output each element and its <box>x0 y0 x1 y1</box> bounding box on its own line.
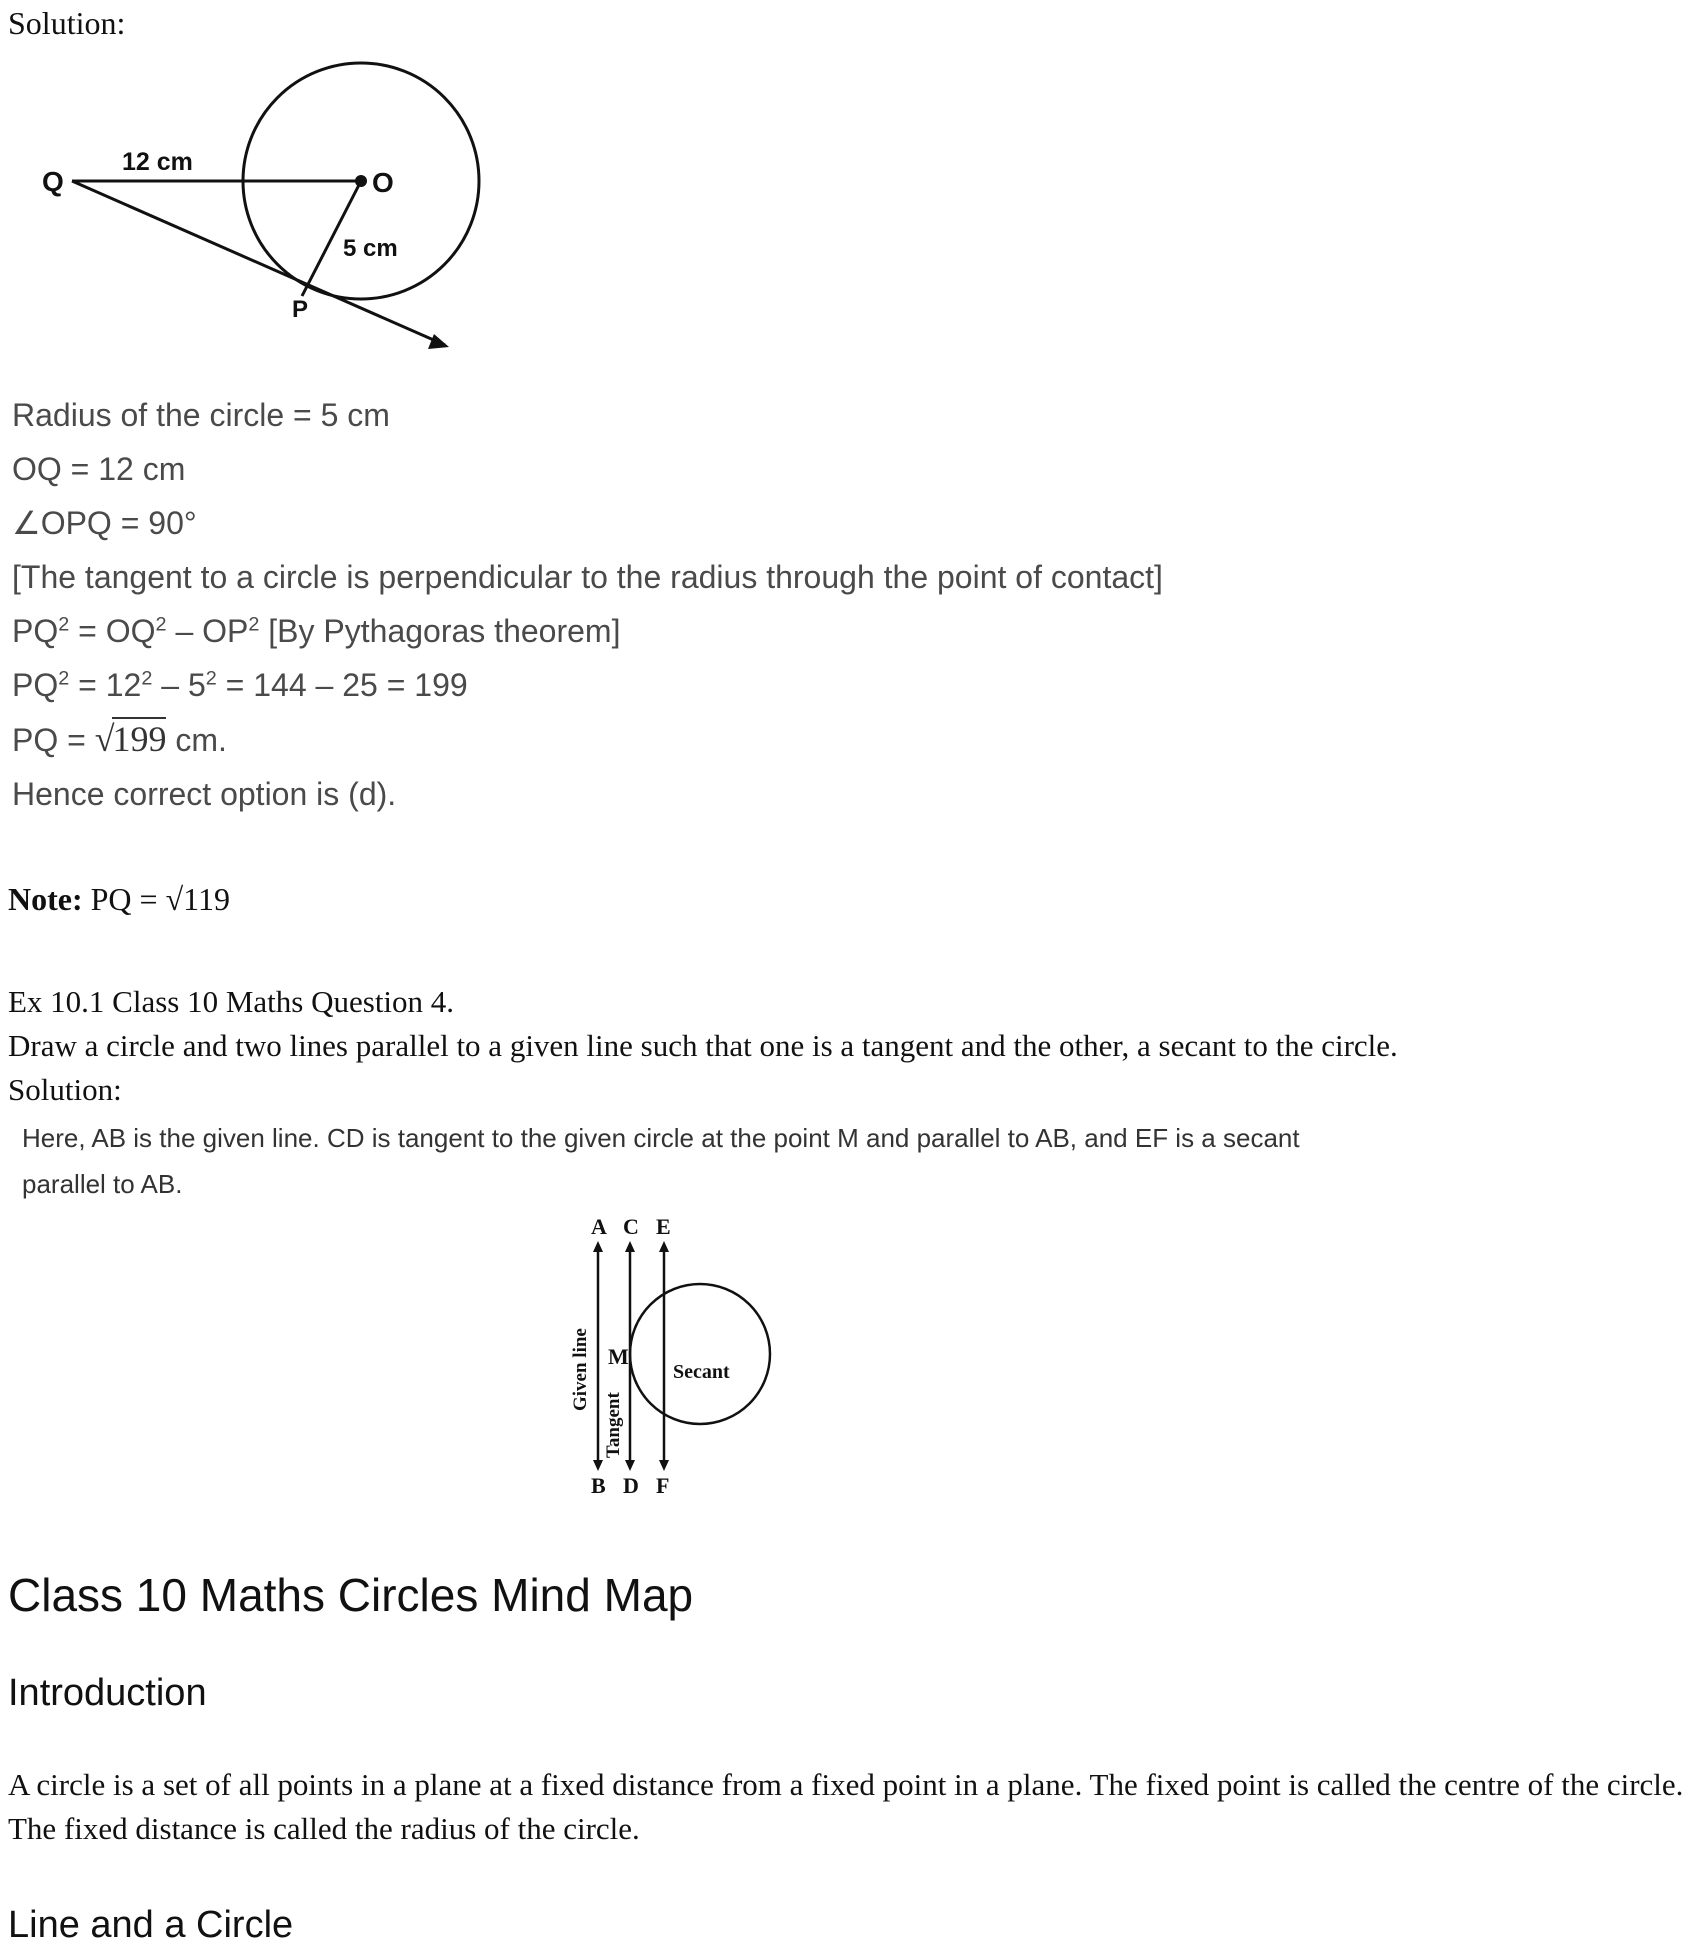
diagram2-circle <box>630 1284 770 1424</box>
label-op-length: 5 cm <box>343 235 398 262</box>
solution-steps <box>12 388 1312 821</box>
pythagoras-exp-oq: 2 <box>155 613 167 636</box>
solution-label: Solution: <box>8 5 126 41</box>
pq-lhs: PQ = <box>12 722 95 758</box>
calc-minus: – 5 <box>152 667 206 703</box>
note-text: PQ = √119 <box>82 881 230 917</box>
pythagoras-minus: – OP <box>166 613 249 649</box>
hence-line: Hence correct option is (d). <box>12 776 397 812</box>
label-qo-length: 12 cm <box>122 148 193 176</box>
label-o: O <box>372 167 394 198</box>
pythagoras-note: [By Pythagoras theorem] <box>259 613 621 649</box>
arrow-d <box>625 1460 635 1471</box>
label-p: P <box>292 296 309 323</box>
center-point <box>355 175 367 187</box>
label-e: E <box>656 1214 671 1239</box>
note-label: Note: <box>8 881 83 917</box>
tangent-arrowhead <box>428 334 449 349</box>
question-solution-label: Solution: <box>8 1072 122 1107</box>
pythagoras-lhs: PQ <box>12 613 59 649</box>
introduction-heading: Introduction <box>8 1672 207 1714</box>
label-secant: Secant <box>673 1361 730 1383</box>
question-block <box>8 980 1668 1112</box>
calc-exp-5: 2 <box>205 667 217 690</box>
tangent-line <box>72 181 445 345</box>
calc-exp-12: 2 <box>141 667 153 690</box>
calc-exp-lhs: 2 <box>58 667 70 690</box>
angle-line: ∠OPQ = 90° <box>12 505 197 541</box>
pythagoras-eq: = OQ <box>69 613 156 649</box>
answer-text: Here, AB is the given line. CD is tangent to the given circle at the point M and parallel to AB, and EF is a secant parallel to AB. <box>22 1123 1300 1199</box>
label-c: C <box>623 1214 639 1239</box>
label-tangent: Tangent <box>603 1392 624 1458</box>
pythagoras-exp-op: 2 <box>248 613 260 636</box>
arrow-e <box>659 1241 669 1252</box>
calc-eq: = 12 <box>69 667 142 703</box>
arrow-f <box>659 1460 669 1471</box>
pq-unit: cm. <box>166 722 227 758</box>
calc-rest: = 144 – 25 = 199 <box>216 667 468 703</box>
label-given-line: Given line <box>570 1328 591 1411</box>
sqrt-argument: 199 <box>112 719 167 759</box>
label-m: M <box>608 1344 629 1369</box>
sqrt-icon: √ <box>94 719 115 759</box>
label-q: Q <box>42 166 64 197</box>
pq-result-line <box>12 712 1312 767</box>
arrow-b <box>593 1460 603 1471</box>
note-line <box>8 880 230 918</box>
calculation-line <box>12 658 1312 712</box>
question-prompt: Draw a circle and two lines parallel to a given line such that one is a tangent and the other, a secant to the circle. <box>8 1028 1398 1063</box>
question-title: Ex 10.1 Class 10 Maths Question 4. <box>8 984 455 1019</box>
pythagoras-line <box>12 604 1312 658</box>
label-f: F <box>656 1473 670 1498</box>
arrow-c <box>625 1241 635 1252</box>
radius-line: Radius of the circle = 5 cm <box>12 397 390 433</box>
tangent-diagram <box>20 55 500 375</box>
arrow-a <box>593 1241 603 1252</box>
pythagoras-exp-lhs: 2 <box>58 613 70 636</box>
label-d: D <box>623 1473 639 1498</box>
reason-line: [The tangent to a circle is perpendicular to the radius through the point of contact] <box>12 559 1163 595</box>
parallel-lines-diagram <box>558 1206 798 1506</box>
introduction-paragraph: A circle is a set of all points in a plane at a fixed distance from a fixed point in a plane. The fixed point is called the centre of the circle. The fixed distance is called the radius of the circle. <box>8 1767 1684 1846</box>
calc-lhs: PQ <box>12 667 59 703</box>
label-a: A <box>591 1214 607 1239</box>
line-and-circle-heading: Line and a Circle <box>8 1904 294 1946</box>
mind-map-heading: Class 10 Maths Circles Mind Map <box>8 1569 694 1621</box>
label-b: B <box>591 1473 606 1498</box>
oq-line: OQ = 12 cm <box>12 451 186 487</box>
